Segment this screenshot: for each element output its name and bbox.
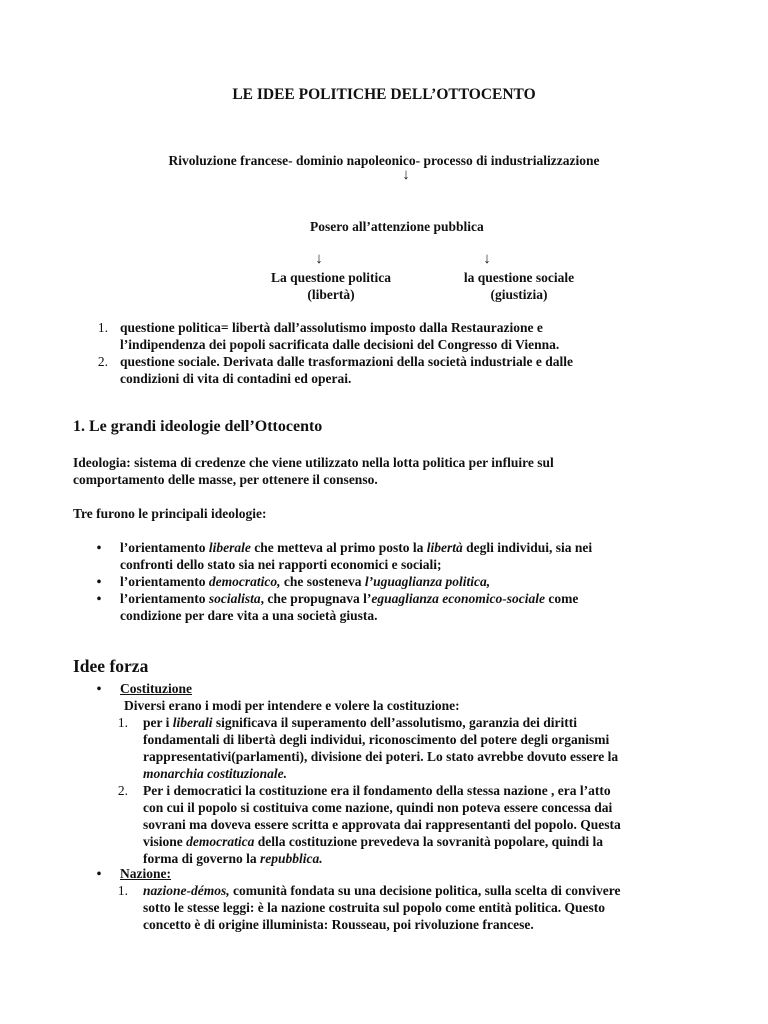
italic-span: libertà <box>426 540 463 555</box>
intro-line: Rivoluzione francese- dominio napoleonico- processo di industrializzazione <box>168 153 600 168</box>
text-span: l’orientamento <box>120 591 209 606</box>
ideologie-list <box>0 539 768 624</box>
italic-span: l’uguaglianza politica, <box>364 574 491 589</box>
italic-span: liberale <box>208 540 251 555</box>
list-line: sovrani ma doveva essere scritta e approvata dai rappresentanti del popolo. Questa <box>143 817 621 832</box>
text-span: visione <box>143 834 187 849</box>
list-item <box>0 782 768 867</box>
text-span: degli individui, sia nei <box>462 540 593 555</box>
questione-politica-sub: (libertà) <box>307 287 355 302</box>
nazione-label <box>120 865 171 882</box>
text-span: comunità fondata su una decisione politica, sulla scelta di convivere <box>229 883 621 898</box>
questione-sociale-sub: (giustizia) <box>490 287 548 302</box>
text-span: della costituzione prevedeva la sovranità popolare, quindi la <box>254 834 604 849</box>
list-line: confronti dello stato sia nei rapporti economici e sociali; <box>120 557 442 572</box>
list-line: sotto le stesse leggi: è la nazione costruita sul popolo come entità politica. Questo <box>143 900 605 915</box>
paragraph-line: Ideologia: sistema di credenze che viene utilizzato nella lotta politica per influire sul <box>73 455 554 470</box>
list-marker: 1. <box>117 715 128 730</box>
questioni-list <box>0 319 768 387</box>
list-line: Per i democratici la costituzione era il fondamento della stessa nazione , era l’atto <box>143 783 611 798</box>
idee-forza-heading: Idee forza <box>73 656 149 676</box>
list-line: l’indipendenza dei popoli sacrificata dalle decisioni del Congresso di Vienna. <box>120 337 560 352</box>
list-item <box>0 714 768 782</box>
bullet-icon: • <box>96 574 102 589</box>
list-marker: 1. <box>97 320 108 335</box>
list-marker: 2. <box>117 783 128 798</box>
section-heading: 1. Le grandi ideologie dell’Ottocento <box>73 418 323 435</box>
underlined-label: Nazione: <box>120 866 171 881</box>
italic-span: democratico, <box>208 574 281 589</box>
costituzione-label <box>120 680 192 697</box>
italic-span: socialista <box>208 591 261 606</box>
list-line: condizione per dare vita a una società giusta. <box>120 608 378 623</box>
list-line: con cui il popolo si costituiva come nazione, quindi non poteva essere concessa dai <box>143 800 613 815</box>
italic-span: nazione-démos, <box>143 883 230 898</box>
list-marker: 2. <box>97 354 108 369</box>
text-span: per i <box>143 715 173 730</box>
tre-furono-line: Tre furono le principali ideologie: <box>73 506 267 521</box>
italic-span: repubblica. <box>260 851 323 866</box>
text-span: che sosteneva <box>280 574 365 589</box>
list-line: rappresentativi(parlamenti), divisione dei poteri. Lo stato avrebbe dovuto essere la <box>143 749 619 764</box>
list-item <box>0 882 768 933</box>
list-item <box>0 319 768 353</box>
list-item <box>0 573 768 590</box>
text-span: come <box>545 591 579 606</box>
list-line: concetto è di origine illuminista: Rousseau, poi rivoluzione francese. <box>143 917 534 932</box>
underlined-label: Costituzione <box>120 681 192 696</box>
down-arrow-icon: ↓ <box>402 167 410 183</box>
list-line: fondamentali di libertà degli individui, riconoscimento del potere degli organismi <box>143 732 610 747</box>
text-span: l’orientamento <box>120 540 209 555</box>
paragraph-line: comportamento delle masse, per ottenere il consenso. <box>73 472 378 487</box>
text-span: significava il superamento dell’assolutismo, garanzia dei diritti <box>212 715 577 730</box>
bullet-icon: • <box>96 540 102 555</box>
posero-line: Posero all’attenzione pubblica <box>310 219 484 234</box>
list-marker: 1. <box>117 883 128 898</box>
nazione-list <box>0 882 768 933</box>
list-item <box>0 539 768 573</box>
text-span: l’orientamento <box>120 574 209 589</box>
text-span: forma di governo la <box>143 851 260 866</box>
italic-span: eguaglianza economico-sociale <box>371 591 546 606</box>
bullet-icon: • <box>96 681 102 696</box>
list-line: questione sociale. Derivata dalle trasformazioni della società industriale e dalle <box>120 354 573 369</box>
ideologia-paragraph <box>73 454 554 488</box>
list-line: condizioni di vita di contadini ed operai. <box>120 371 352 386</box>
down-arrow-icon: ↓ <box>483 251 491 267</box>
bullet-icon: • <box>96 866 102 881</box>
list-item <box>0 353 768 387</box>
costituzione-list <box>0 714 768 867</box>
down-arrow-icon: ↓ <box>315 251 323 267</box>
bullet-icon: • <box>96 591 102 606</box>
questione-politica-label: La questione politica <box>270 270 391 285</box>
questione-sociale-label: la questione sociale <box>463 270 575 285</box>
text-span: che metteva al primo posto la <box>250 540 427 555</box>
costituzione-intro: Diversi erano i modi per intendere e volere la costituzione: <box>124 698 460 713</box>
text-span: , che propugnava l’ <box>260 591 372 606</box>
list-line: questione politica= libertà dall’assolutismo imposto dalla Restaurazione e <box>120 320 543 335</box>
italic-span: democratica <box>186 834 255 849</box>
italic-span: monarchia costituzionale. <box>143 766 288 781</box>
page-title: LE IDEE POLITICHE DELL’OTTOCENTO <box>232 86 536 103</box>
italic-span: liberali <box>172 715 213 730</box>
list-item <box>0 590 768 624</box>
